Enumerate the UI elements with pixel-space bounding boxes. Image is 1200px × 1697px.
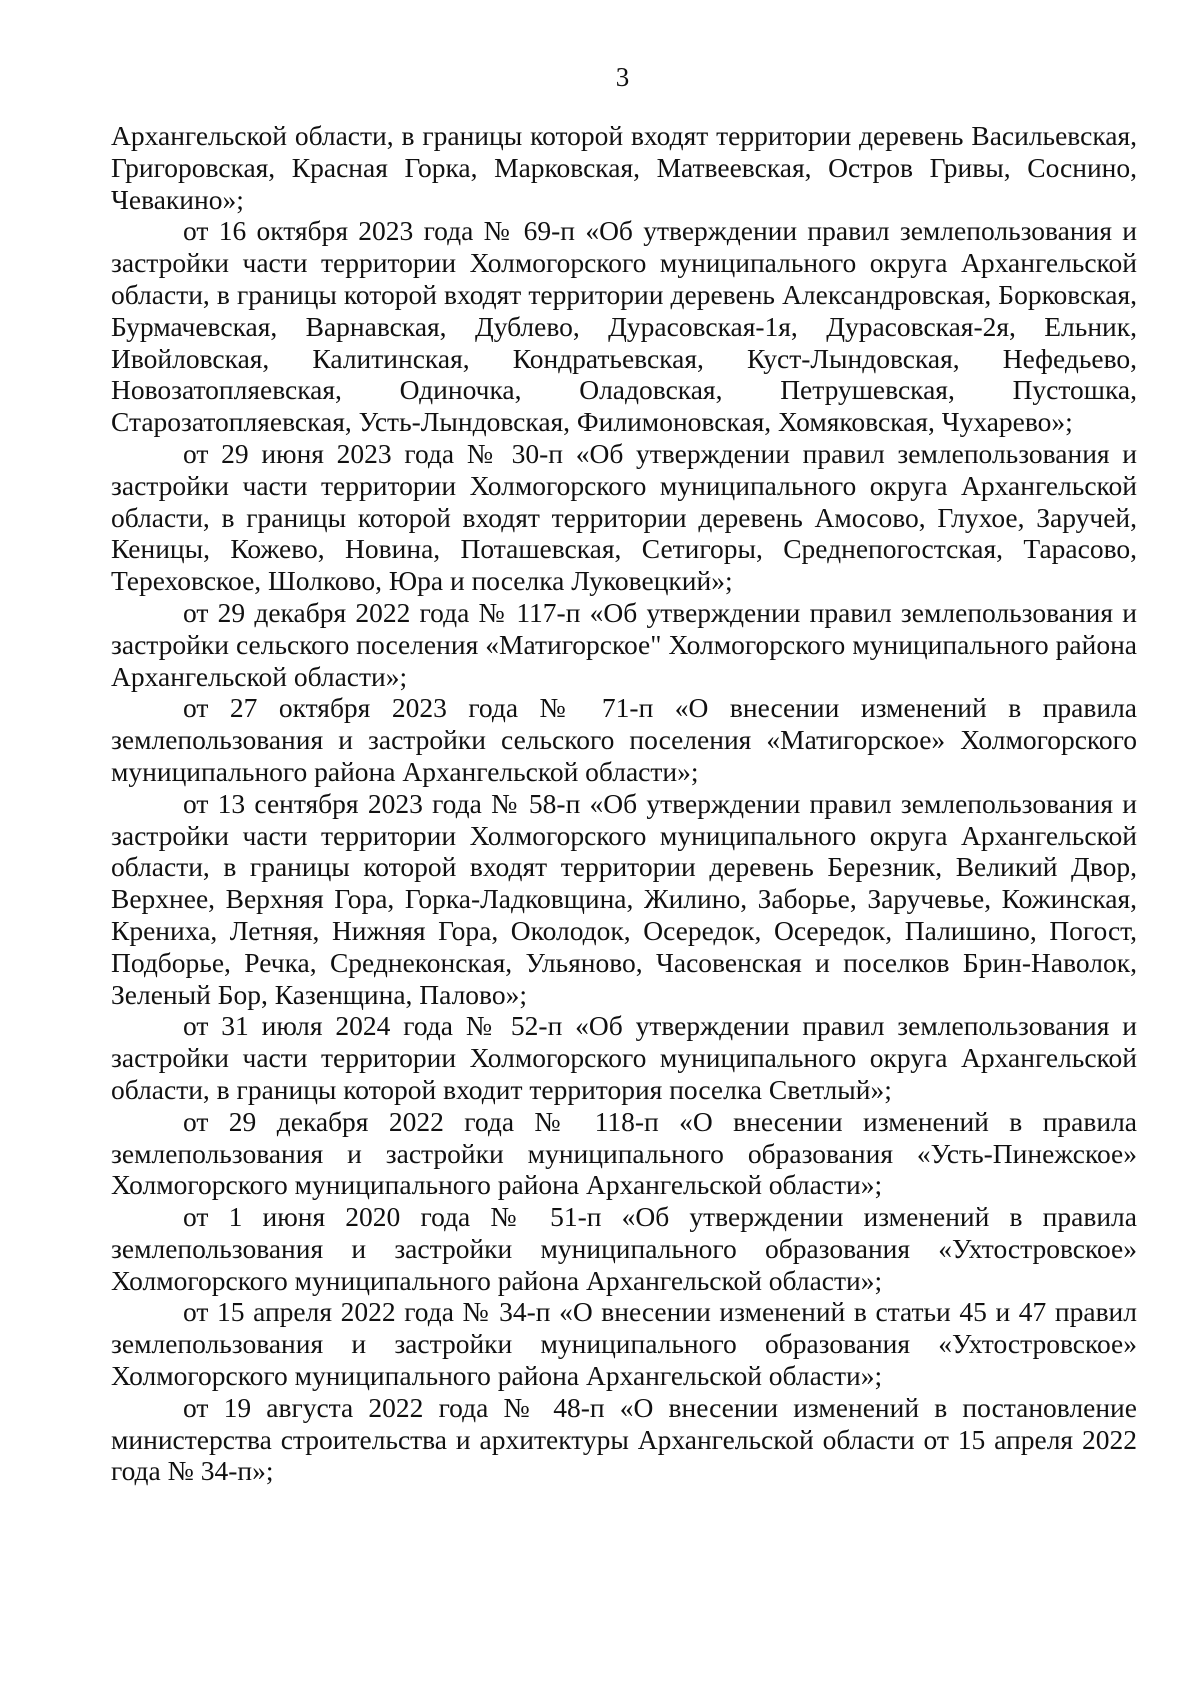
paragraph-resolution-117p: от 29 декабря 2022 года № 117-п «Об утверждении правил землепользования и застройки сельского поселения «Матигорское" Холмогорского муниципального района Архангельской области»; — [111, 596, 1137, 692]
paragraph-resolution-51p: от 1 июня 2020 года № 51-п «Об утверждении изменений в правила землепользования и застройки муниципального образования «Ухтостровское» Холмогорского муниципального района Архангельской области»; — [111, 1201, 1137, 1296]
paragraph-resolution-71p: от 27 октября 2023 года № 71-п «О внесении изменений в правила землепользования и застройки сельского поселения «Матигорское» Холмогорского муниципального района Архангельской области»; — [111, 692, 1137, 787]
paragraph-resolution-48p: от 19 августа 2022 года № 48-п «О внесении изменений в постановление министерства строительства и архитектуры Архангельской области от 15 апреля 2022 года № 34-п»; — [111, 1391, 1137, 1487]
paragraph-resolution-58p: от 13 сентября 2023 года № 58-п «Об утверждении правил землепользования и застройки части территории Холмогорского муниципального округа Архангельской области, в границы которой входят территории деревень Березник, Великий Двор, Верхнее, Верхняя Гора, Горка-Ладковщина, Жилино, Заборье, Заручевье, Кожинская, Крениха, Летняя, Нижняя Гора, Околодок, Осередок, Осередок, Палишино, Погост, Подборье, Речка, Среднеконская, Ульяново, Часовенская и поселков Брин-Наволок, Зеленый Бор, Казенщина, Палово»; — [111, 787, 1137, 1010]
document-body — [111, 120, 1137, 1487]
paragraph-continuation: Архангельской области, в границы которой входят территории деревень Васильевская, Григоровская, Красная Горка, Марковская, Матвеевская, Остров Гривы, Соснино, Чевакино»; — [111, 120, 1137, 215]
paragraph-resolution-118p: от 29 декабря 2022 года № 118-п «О внесении изменений в правила землепользования и застройки муниципального образования «Усть-Пинежское» Холмогорского муниципального района Архангельской области»; — [111, 1105, 1137, 1201]
paragraph-resolution-69p: от 16 октября 2023 года № 69-п «Об утверждении правил землепользования и застройки части территории Холмогорского муниципального округа Архангельской области, в границы которой входят территории деревень Александровская, Борковская, Бурмачевская, Варнавская, Дублево, Дурасовская-1я, Дурасовская-2я, Ельник, Ивойловская, Калитинская, Кондратьевская, Куст-Лындовская, Нефедьево, Новозатопляевская, Одиночка, Оладовская, Петрушевская, Пустошка, Старозатопляевская, Усть-Лындовская, Филимоновская, Хомяковская, Чухарево»; — [111, 215, 1137, 438]
paragraph-resolution-34p: от 15 апреля 2022 года № 34-п «О внесении изменений в статьи 45 и 47 правил землепользования и застройки муниципального образования «Ухтостровское» Холмогорского муниципального района Архангельской области»; — [111, 1296, 1137, 1392]
paragraph-resolution-30p: от 29 июня 2023 года № 30-п «Об утверждении правил землепользования и застройки части территории Холмогорского муниципального округа Архангельской области, в границы которой входят территории деревень Амосово, Глухое, Заручей, Кеницы, Кожево, Новина, Поташевская, Сетигоры, Среднепогостская, Тарасово, Тереховское, Шолково, Юра и поселка Луковецкий»; — [111, 437, 1137, 597]
paragraph-resolution-52p: от 31 июля 2024 года № 52-п «Об утверждении правил землепользования и застройки части территории Холмогорского муниципального округа Архангельской области, в границы которой входит территория поселка Светлый»; — [111, 1010, 1137, 1105]
page-number: 3 — [615, 62, 630, 92]
